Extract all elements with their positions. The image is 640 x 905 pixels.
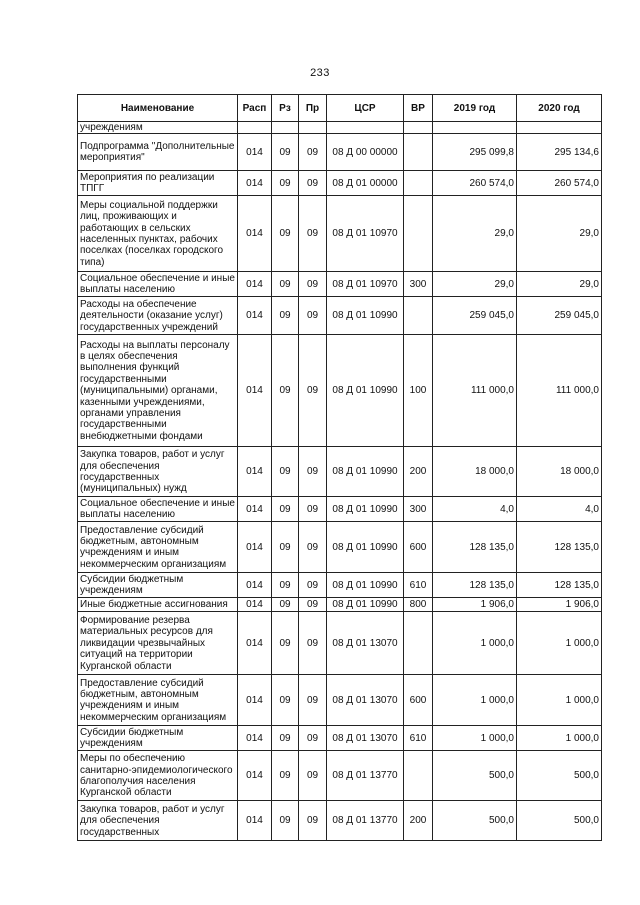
cell-rz: 09: [272, 573, 299, 598]
header-rasp: Расп: [238, 95, 272, 122]
cell-rz: 09: [272, 497, 299, 522]
cell-pr: 09: [299, 726, 327, 751]
cell-2020: 1 000,0: [517, 612, 602, 675]
cell-rasp: 014: [238, 598, 272, 612]
cell-rasp: 014: [238, 522, 272, 573]
cell-name: Предоставление субсидий бюджетным, автономным учреждениям и иным некоммерческим организациям: [78, 522, 238, 573]
cell-pr: 09: [299, 272, 327, 297]
cell-csr: [327, 122, 404, 134]
cell-name: Мероприятия по реализации ТПГГ: [78, 171, 238, 196]
cell-name: Расходы на обеспечение деятельности (оказание услуг) государственных учреждений: [78, 297, 238, 335]
cell-csr: 08 Д 01 10990: [327, 447, 404, 497]
cell-pr: 09: [299, 171, 327, 196]
cell-csr: 08 Д 01 13070: [327, 726, 404, 751]
cell-csr: 08 Д 01 13070: [327, 612, 404, 675]
cell-pr: 09: [299, 522, 327, 573]
table-row: [78, 134, 602, 171]
cell-rasp: 014: [238, 335, 272, 447]
cell-csr: 08 Д 01 10990: [327, 573, 404, 598]
header-rz: Рз: [272, 95, 299, 122]
cell-rz: 09: [272, 726, 299, 751]
cell-2020: 260 574,0: [517, 171, 602, 196]
table-row: [78, 751, 602, 801]
cell-rz: 09: [272, 335, 299, 447]
cell-vr: [404, 297, 433, 335]
cell-name: Расходы на выплаты персоналу в целях обеспечения выполнения функций государственными (муниципальными) органами, казенными учреждениями, органами управления государственными внебюджетными фондами: [78, 335, 238, 447]
cell-pr: 09: [299, 598, 327, 612]
cell-rasp: 014: [238, 196, 272, 272]
cell-rasp: 014: [238, 612, 272, 675]
cell-rasp: 014: [238, 573, 272, 598]
cell-vr: 600: [404, 675, 433, 726]
cell-pr: 09: [299, 751, 327, 801]
cell-csr: 08 Д 01 13070: [327, 675, 404, 726]
cell-vr: [404, 134, 433, 171]
cell-name: Субсидии бюджетным учреждениям: [78, 726, 238, 751]
cell-pr: 09: [299, 297, 327, 335]
cell-csr: 08 Д 01 00000: [327, 171, 404, 196]
cell-rz: 09: [272, 272, 299, 297]
cell-rz: 09: [272, 675, 299, 726]
cell-name: Социальное обеспечение и иные выплаты населению: [78, 272, 238, 297]
page-number: 233: [310, 67, 330, 79]
table-row: [78, 573, 602, 598]
cell-vr: 300: [404, 497, 433, 522]
cell-pr: 09: [299, 675, 327, 726]
cell-2020: 4,0: [517, 497, 602, 522]
cell-csr: 08 Д 00 00000: [327, 134, 404, 171]
cell-rasp: 014: [238, 726, 272, 751]
cell-2020: 1 000,0: [517, 675, 602, 726]
cell-vr: [404, 122, 433, 134]
cell-rz: 09: [272, 171, 299, 196]
cell-name: Подпрограмма "Дополнительные мероприятия": [78, 134, 238, 171]
cell-2019: 259 045,0: [433, 297, 517, 335]
cell-rasp: 014: [238, 675, 272, 726]
cell-rz: 09: [272, 134, 299, 171]
table-row: [78, 598, 602, 612]
cell-2019: 500,0: [433, 751, 517, 801]
cell-2019: 1 000,0: [433, 612, 517, 675]
cell-2019: 1 000,0: [433, 675, 517, 726]
cell-2020: 111 000,0: [517, 335, 602, 447]
cell-csr: 08 Д 01 13770: [327, 801, 404, 841]
cell-pr: [299, 122, 327, 134]
cell-2019: 500,0: [433, 801, 517, 841]
cell-2019: 29,0: [433, 196, 517, 272]
cell-rz: 09: [272, 751, 299, 801]
cell-vr: [404, 751, 433, 801]
cell-rz: 09: [272, 801, 299, 841]
cell-2020: 18 000,0: [517, 447, 602, 497]
cell-vr: 200: [404, 801, 433, 841]
cell-name: Закупка товаров, работ и услуг для обеспечения государственных: [78, 801, 238, 841]
cell-2020: 1 906,0: [517, 598, 602, 612]
cell-vr: [404, 612, 433, 675]
header-name: Наименование: [78, 95, 238, 122]
header-pr: Пр: [299, 95, 327, 122]
cell-csr: 08 Д 01 13770: [327, 751, 404, 801]
table-row: [78, 171, 602, 196]
table-body: [78, 122, 602, 841]
cell-vr: 300: [404, 272, 433, 297]
cell-2020: 1 000,0: [517, 726, 602, 751]
table-row: [78, 675, 602, 726]
cell-pr: 09: [299, 573, 327, 598]
cell-csr: 08 Д 01 10990: [327, 522, 404, 573]
cell-2019: 4,0: [433, 497, 517, 522]
cell-csr: 08 Д 01 10990: [327, 497, 404, 522]
header-csr: ЦСР: [327, 95, 404, 122]
cell-rz: 09: [272, 196, 299, 272]
cell-csr: 08 Д 01 10990: [327, 335, 404, 447]
cell-rasp: 014: [238, 171, 272, 196]
table-row: [78, 335, 602, 447]
cell-vr: 800: [404, 598, 433, 612]
table-header-row: [78, 95, 602, 122]
cell-pr: 09: [299, 335, 327, 447]
cell-name: Меры по обеспечению санитарно-эпидемиологического благополучия населения Курганской области: [78, 751, 238, 801]
table-row: [78, 297, 602, 335]
cell-name: учреждениям: [78, 122, 238, 134]
cell-2019: 128 135,0: [433, 573, 517, 598]
cell-rasp: 014: [238, 297, 272, 335]
cell-2019: 111 000,0: [433, 335, 517, 447]
cell-2020: 29,0: [517, 272, 602, 297]
table-row: [78, 801, 602, 841]
cell-2019: 1 906,0: [433, 598, 517, 612]
cell-name: Социальное обеспечение и иные выплаты населению: [78, 497, 238, 522]
cell-name: Формирование резерва материальных ресурсов для ликвидации чрезвычайных ситуаций на территории Курганской области: [78, 612, 238, 675]
table-row: [78, 272, 602, 297]
cell-rz: 09: [272, 522, 299, 573]
cell-name: Закупка товаров, работ и услуг для обеспечения государственных (муниципальных) нужд: [78, 447, 238, 497]
table-row: [78, 447, 602, 497]
table-row: [78, 612, 602, 675]
budget-table: [77, 94, 602, 841]
cell-2020: 500,0: [517, 751, 602, 801]
cell-2020: 259 045,0: [517, 297, 602, 335]
cell-csr: 08 Д 01 10990: [327, 598, 404, 612]
cell-2020: 295 134,6: [517, 134, 602, 171]
cell-rasp: 014: [238, 801, 272, 841]
cell-name: Субсидии бюджетным учреждениям: [78, 573, 238, 598]
table-row: [78, 196, 602, 272]
cell-csr: 08 Д 01 10970: [327, 196, 404, 272]
cell-pr: 09: [299, 447, 327, 497]
cell-2020: 128 135,0: [517, 522, 602, 573]
cell-rz: 09: [272, 297, 299, 335]
cell-name: Меры социальной поддержки лиц, проживающих и работающих в сельских населенных пунктах, рабочих поселках (поселках городского типа): [78, 196, 238, 272]
cell-vr: 610: [404, 573, 433, 598]
table-row: [78, 122, 602, 134]
cell-2019: 260 574,0: [433, 171, 517, 196]
cell-rasp: 014: [238, 497, 272, 522]
cell-vr: 610: [404, 726, 433, 751]
cell-vr: [404, 196, 433, 272]
cell-rz: [272, 122, 299, 134]
cell-2019: [433, 122, 517, 134]
cell-csr: 08 Д 01 10990: [327, 297, 404, 335]
cell-rasp: 014: [238, 272, 272, 297]
cell-rasp: 014: [238, 751, 272, 801]
table-row: [78, 522, 602, 573]
cell-rz: 09: [272, 447, 299, 497]
header-2019: 2019 год: [433, 95, 517, 122]
cell-pr: 09: [299, 196, 327, 272]
table-row: [78, 497, 602, 522]
cell-pr: 09: [299, 801, 327, 841]
cell-2020: 500,0: [517, 801, 602, 841]
cell-2019: 128 135,0: [433, 522, 517, 573]
cell-2019: 1 000,0: [433, 726, 517, 751]
cell-name: Предоставление субсидий бюджетным, автономным учреждениям и иным некоммерческим организациям: [78, 675, 238, 726]
header-vr: ВР: [404, 95, 433, 122]
cell-name: Иные бюджетные ассигнования: [78, 598, 238, 612]
cell-rasp: [238, 122, 272, 134]
cell-2019: 18 000,0: [433, 447, 517, 497]
cell-csr: 08 Д 01 10970: [327, 272, 404, 297]
cell-pr: 09: [299, 134, 327, 171]
header-2020: 2020 год: [517, 95, 602, 122]
cell-2020: [517, 122, 602, 134]
cell-rasp: 014: [238, 447, 272, 497]
cell-2020: 29,0: [517, 196, 602, 272]
cell-vr: 100: [404, 335, 433, 447]
cell-vr: [404, 171, 433, 196]
table-row: [78, 726, 602, 751]
cell-2019: 29,0: [433, 272, 517, 297]
cell-2019: 295 099,8: [433, 134, 517, 171]
cell-pr: 09: [299, 612, 327, 675]
cell-rz: 09: [272, 612, 299, 675]
cell-pr: 09: [299, 497, 327, 522]
cell-rz: 09: [272, 598, 299, 612]
cell-rasp: 014: [238, 134, 272, 171]
cell-vr: 600: [404, 522, 433, 573]
cell-vr: 200: [404, 447, 433, 497]
cell-2020: 128 135,0: [517, 573, 602, 598]
